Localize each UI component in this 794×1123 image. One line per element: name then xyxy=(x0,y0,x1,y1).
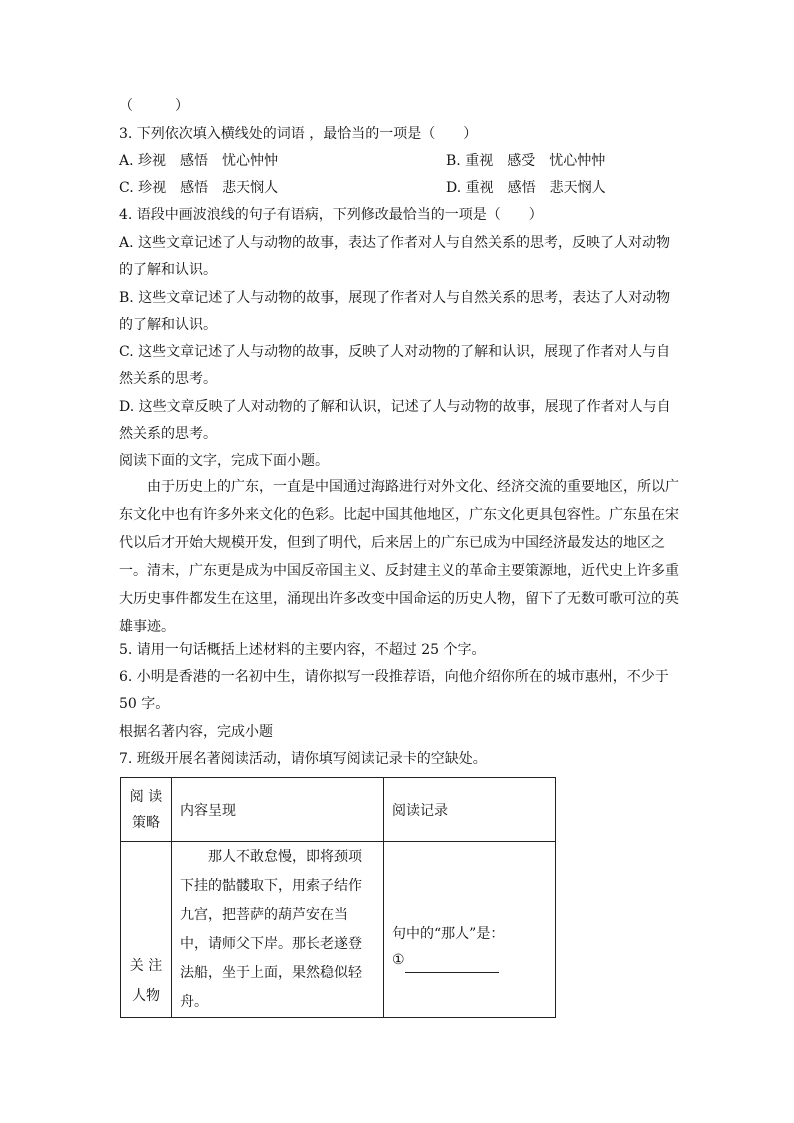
q6-line1: 6. 小明是香港的一名初中生，请你拟写一段推荐语，向他介绍你所在的城市惠州，不少于 xyxy=(119,669,669,685)
passage: 由于历史上的广东，一直是中国通过海路进行对外文化、经济交流的重要地区，所以广东文化中也有许多外来文化的色彩。比起中国其他地区，广东文化更具包容性。广东虽在宋代以后才开始大规模开发，但到了明代，后来居上的广东已成为中国经济最发达的地区之一。清末，广东更是成为中国反帝国主义、反封建主义的革命主要策源地，近代史上许多重大历史事件都发生在这里，涌现出许多改变中国命运的历史人物，留下了无数可歌可泣的英雄事迹。 xyxy=(119,479,679,635)
q4-option-b-line1: B. 这些文章记述了人与动物的故事，展现了作者对人与自然关系的思考，表达了人对动物 xyxy=(119,290,671,306)
q4-option-a-line1: A. 这些文章记述了人与动物的故事，表达了作者对人与自然关系的思考，反映了人对动物 xyxy=(119,235,671,251)
q4-option-b-line2: 的了解和认识。 xyxy=(119,317,217,333)
strategy-cell: 关 注 人物 xyxy=(121,842,172,1018)
reading-intro: 阅读下面的文字，完成下面小题。 xyxy=(119,453,329,469)
reading-record-table xyxy=(120,777,556,1018)
circled-one-marker: ① xyxy=(392,951,405,968)
q3-option-b: B. 重视 感受 忧心忡忡 xyxy=(446,153,606,169)
q4-option-c-line2: 然关系的思考。 xyxy=(119,371,217,387)
q4-option-a-line2: 的了解和认识。 xyxy=(119,262,217,278)
q4-option-d-line1: D. 这些文章反映了人对动物的了解和认识，记述了人与动物的故事，展现了作者对人与自 xyxy=(119,399,671,415)
table-row xyxy=(121,842,556,1018)
q4-option-d-line2: 然关系的思考。 xyxy=(119,426,217,442)
q3-option-d: D. 重视 感悟 悲天悯人 xyxy=(446,180,606,196)
answer-blank[interactable] xyxy=(405,958,499,973)
content-cell: 那人不敢怠慢，即将颈项下挂的骷髅取下，用索子结作九宫，把菩萨的葫芦安在当中，请师父下岸。那长老遂登法船，坐于上面，果然稳似轻舟。 xyxy=(172,842,384,1018)
table-header-row xyxy=(121,778,556,842)
q3-option-a: A. 珍视 感悟 忧心忡忡 xyxy=(119,153,279,169)
header-strategy: 阅 读 策略 xyxy=(121,778,172,842)
header-content: 内容呈现 xyxy=(172,778,384,842)
answer-paren: （ ） xyxy=(119,98,189,114)
header-record: 阅读记录 xyxy=(384,778,556,842)
record-cell xyxy=(384,842,556,1018)
classic-intro: 根据名著内容，完成小题 xyxy=(119,724,273,740)
q4-stem: 4. 语段中画波浪线的句子有语病，下列修改最恰当的一项是（ ） xyxy=(119,207,543,223)
q3-option-c: C. 珍视 感悟 悲天悯人 xyxy=(119,180,279,196)
q7: 7. 班级开展名著阅读活动，请你填写阅读记录卡的空缺处。 xyxy=(119,751,487,767)
q3-stem: 3. 下列依次填入横线处的词语 ，最恰当的一项是（ ） xyxy=(119,126,478,142)
q6-line2: 50 字。 xyxy=(119,696,170,712)
q5: 5. 请用一句话概括上述材料的主要内容，不超过 25 个字。 xyxy=(119,642,486,658)
q4-option-c-line1: C. 这些文章记述了人与动物的故事，反映了人对动物的了解和认识，展现了作者对人与自 xyxy=(119,344,671,360)
record-question: 句中的“那人”是： xyxy=(392,925,505,942)
